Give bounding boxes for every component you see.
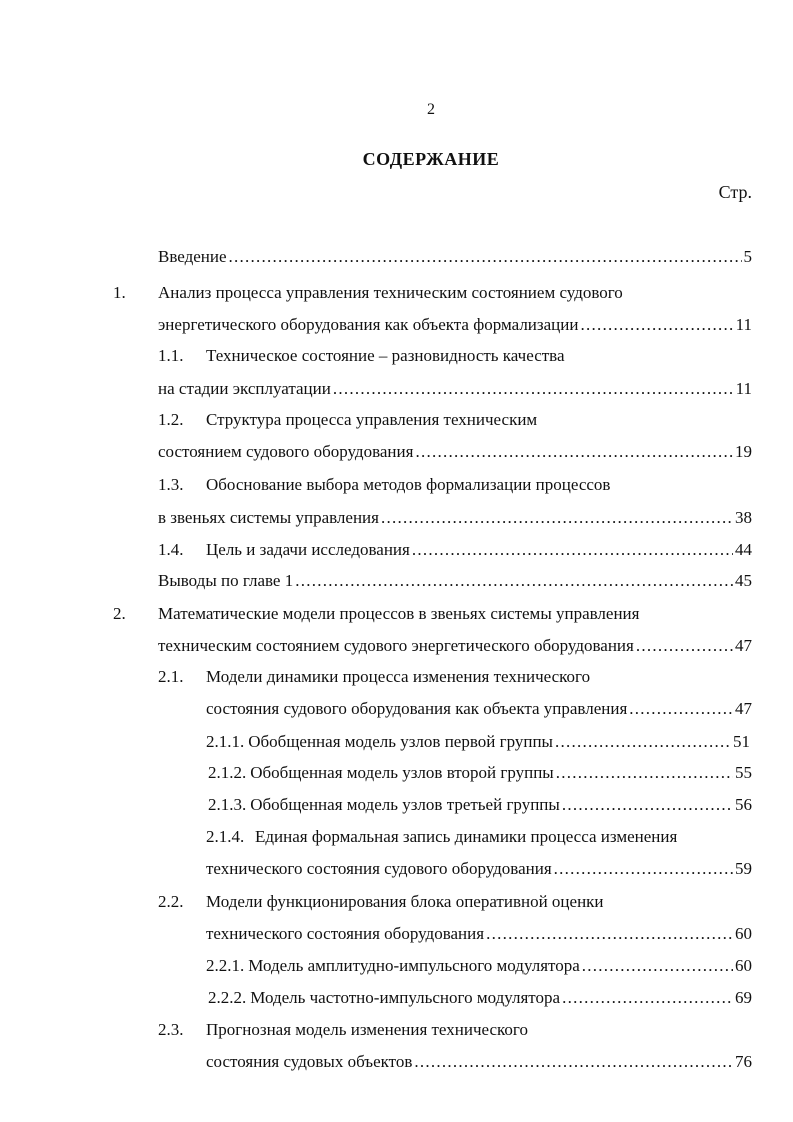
toc-entry-2-3[interactable] (206, 1050, 752, 1074)
toc-entry-title-line: Модели динамики процесса изменения технического (206, 667, 591, 686)
toc-entry-title-line: Прогнозная модель изменения технического (206, 1020, 528, 1039)
dot-leader (629, 697, 733, 721)
toc-entry-conclusions-1[interactable] (158, 569, 752, 593)
toc-entry-title-line: Техническое состояние – разновидность качества (206, 346, 565, 365)
toc-page-number: 44 (735, 540, 752, 559)
dot-leader (381, 506, 733, 530)
toc-page-number: 56 (735, 795, 752, 814)
toc-section-number: 2.1.4. (206, 827, 245, 846)
dot-leader (295, 569, 733, 593)
toc-entry-1-1[interactable] (158, 377, 752, 401)
toc-title: СОДЕРЖАНИЕ (362, 149, 500, 169)
toc-entry-2-2[interactable] (206, 922, 752, 946)
toc-entry-title-line: Анализ процесса управления техническим состоянием судового (158, 283, 623, 302)
toc-page-number: 59 (735, 859, 752, 878)
toc-entry-title: состоянием судового оборудования (158, 442, 414, 461)
toc-entry-2-2-2[interactable] (208, 986, 752, 1010)
toc-page-number: 5 (743, 247, 752, 266)
dot-leader (554, 857, 733, 881)
toc-page-number: 38 (735, 508, 752, 527)
toc-page-number: 60 (735, 956, 752, 975)
toc-section-number: 2.2.2. (208, 988, 247, 1007)
dot-leader (562, 793, 733, 817)
toc-entry-title: Модель амплитудно-импульсного модулятора (248, 956, 580, 975)
toc-entry-chapter-1[interactable] (158, 313, 752, 337)
toc-page-number: 69 (735, 988, 752, 1007)
dot-leader (486, 922, 733, 946)
dot-leader (562, 986, 733, 1010)
toc-entry-title-line: Структура процесса управления техническим (206, 410, 538, 429)
dot-leader (229, 245, 742, 269)
toc-page-number: 11 (735, 379, 752, 398)
toc-section-number: 2.3. (158, 1020, 184, 1039)
toc-section-number: 1.3. (158, 475, 184, 494)
toc-section-number: 1.1. (158, 346, 184, 365)
toc-section-number: 2. (113, 604, 126, 623)
toc-page-number: 19 (735, 442, 752, 461)
toc-section-number: 2.1.2. (208, 763, 247, 782)
toc-entry-1-3[interactable] (158, 506, 752, 530)
dot-leader (556, 761, 733, 785)
dot-leader (414, 1050, 733, 1074)
toc-entry-2-1[interactable] (206, 697, 752, 721)
toc-section-number: 1.2. (158, 410, 184, 429)
toc-section-number: 1. (113, 283, 126, 302)
dot-leader (412, 538, 733, 562)
toc-page-number: 51 (733, 732, 750, 751)
toc-entry-title-line: Математические модели процессов в звеньях системы управления (158, 604, 640, 623)
toc-entry-title: энергетического оборудования как объекта формализации (158, 315, 579, 334)
toc-entry-2-1-1[interactable] (206, 730, 750, 754)
toc-entry-title: Обобщенная модель узлов второй группы (250, 763, 554, 782)
toc-entry-2-2-1[interactable] (206, 954, 752, 978)
toc-page-number: 76 (735, 1052, 752, 1071)
toc-entry-title-line: Единая формальная запись динамики процесса изменения (255, 827, 678, 846)
toc-section-number: 2.1.1. (206, 732, 245, 751)
dot-leader (555, 730, 731, 754)
toc-entry-1-4[interactable] (206, 538, 752, 562)
toc-entry-title: в звеньях системы управления (158, 508, 379, 527)
toc-page-number: 11 (735, 315, 752, 334)
page-column-label: Стр. (718, 182, 752, 202)
toc-entry-title: на стадии эксплуатации (158, 379, 331, 398)
toc-entry-title: Обобщенная модель узлов первой группы (248, 732, 553, 751)
toc-page-number: 47 (735, 636, 752, 655)
toc-page-number: 45 (735, 571, 752, 590)
toc-entry-introduction[interactable] (158, 245, 752, 269)
toc-entry-title: состояния судового оборудования как объекта управления (206, 699, 628, 718)
toc-entry-2-1-4[interactable] (206, 857, 752, 881)
toc-page-number: 47 (735, 699, 752, 718)
toc-section-number: 2.1.3. (208, 795, 247, 814)
toc-entry-2-1-3[interactable] (208, 793, 752, 817)
toc-entry-chapter-2[interactable] (158, 634, 752, 658)
dot-leader (636, 634, 733, 658)
toc-entry-title: техническим состоянием судового энергетического оборудования (158, 636, 634, 655)
toc-entry-2-1-2[interactable] (208, 761, 752, 785)
toc-section-number: 1.4. (158, 540, 184, 559)
toc-entry-title: состояния судовых объектов (206, 1052, 413, 1071)
toc-entry-title: Введение (158, 247, 227, 266)
toc-entry-title: технического состояния судового оборудования (206, 859, 552, 878)
page-number: 2 (427, 101, 435, 118)
toc-entry-title: Выводы по главе 1 (158, 571, 294, 590)
toc-entry-title-line: Обоснование выбора методов формализации процессов (206, 475, 611, 494)
toc-entry-1-2[interactable] (158, 440, 752, 464)
toc-section-number: 2.2. (158, 892, 184, 911)
toc-page-number: 60 (735, 924, 752, 943)
toc-section-number: 2.1. (158, 667, 184, 686)
toc-entry-title: технического состояния оборудования (206, 924, 485, 943)
toc-page-number: 55 (735, 763, 752, 782)
toc-entry-title-line: Модели функционирования блока оперативной оценки (206, 892, 604, 911)
dot-leader (582, 954, 733, 978)
toc-entry-title: Модель частотно-импульсного модулятора (250, 988, 561, 1007)
dot-leader (580, 313, 733, 337)
dot-leader (415, 440, 733, 464)
toc-entry-title: Обобщенная модель узлов третьей группы (250, 795, 560, 814)
toc-entry-title: Цель и задачи исследования (206, 540, 410, 559)
toc-section-number: 2.2.1. (206, 956, 245, 975)
dot-leader (333, 377, 734, 401)
